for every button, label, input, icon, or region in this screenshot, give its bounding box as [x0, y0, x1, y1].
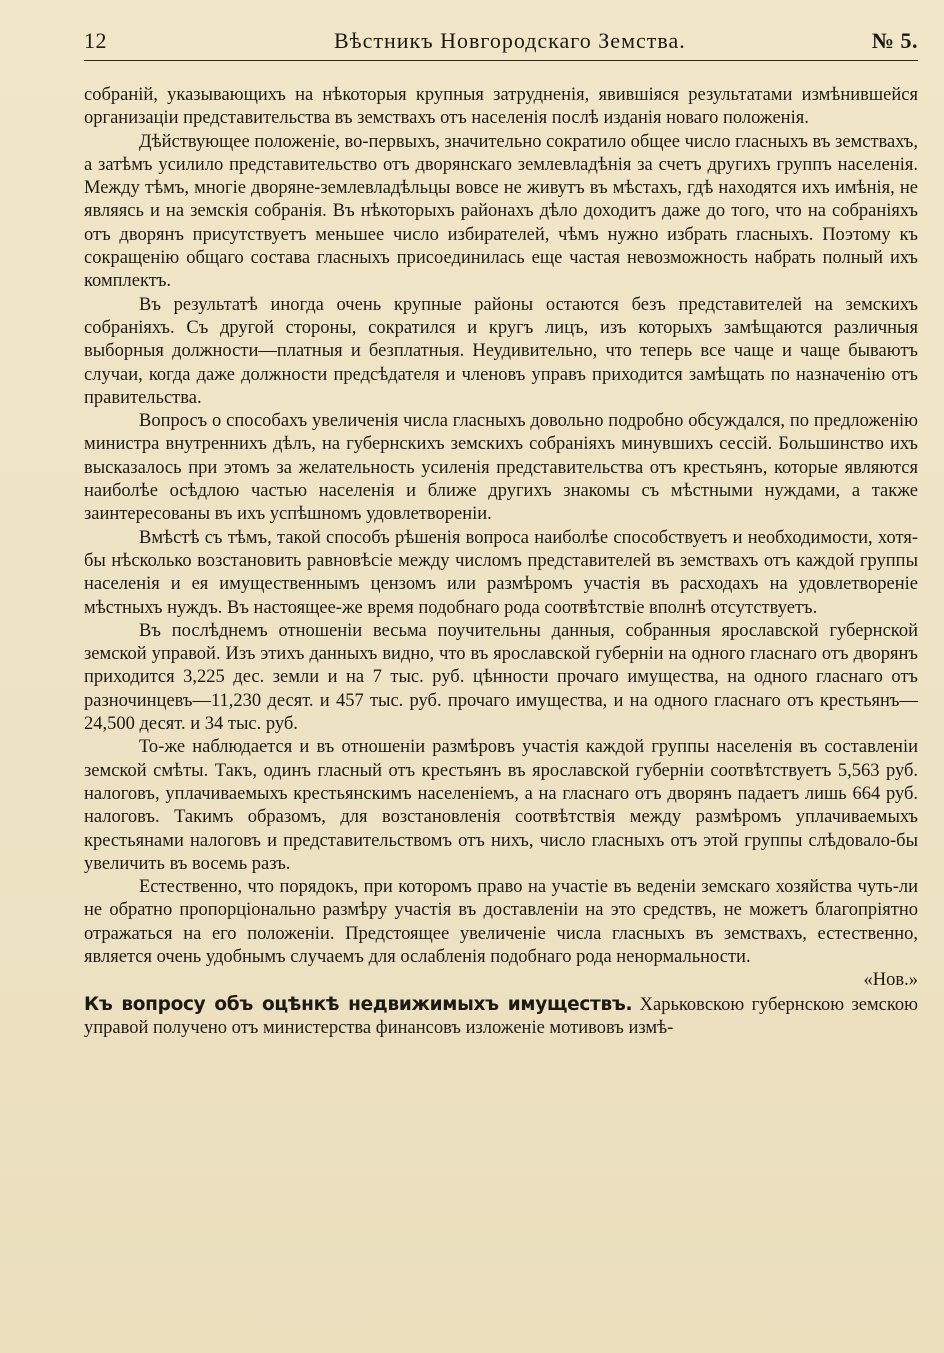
next-article — [84, 993, 918, 1041]
article-body — [84, 84, 918, 1040]
source-signature: «Нов.» — [863, 970, 918, 991]
journal-title: Вѣстникъ Новгородскаго Земства. — [334, 28, 686, 53]
article-text: Харьковскою губернскою земскою управой получено отъ министерства финансовъ изложеніе мотивовъ измѣ- — [84, 994, 919, 1038]
paragraph: Вмѣстѣ съ тѣмъ, такой способъ рѣшенія вопроса наиболѣе способствуетъ и необходимости, хотя-бы нѣсколько возстановить равновѣсіе между числомъ представителей въ земствахъ отъ каждой группы населенія и ея имущественнымъ цензомъ или размѣромъ участія въ расходахъ на удовлетвореніе мѣстныхъ нуждъ. Въ настоящее-же время подобнаго рода соотвѣтствіе вполнѣ отсутствуетъ. — [84, 527, 918, 618]
paragraph: собраній, указывающихъ на нѣкоторыя крупныя затрудненія, явившіяся результатами измѣнившейся организаціи представительства въ земствахъ отъ населенія послѣ изданія новаго положенія. — [84, 85, 918, 129]
paragraph: Въ послѣднемъ отношеніи весьма поучительны данныя, собранныя ярославской губернской земской управой. Изъ этихъ данныхъ видно, что въ ярославской губерніи на одного гласнаго отъ дворянъ приходится 3,225 дес. земли и на 7 тыс. руб. цѣнности прочаго имущества, на одного гласнаго отъ разночинцевъ—11,230 десят. и 457 тыс. руб. прочаго имущества, и на одного гласнаго отъ крестьянъ—24,500 десят. и 34 тыс. руб. — [84, 620, 918, 735]
paragraph: Вопросъ о способахъ увеличенія числа гласныхъ довольно подробно обсуждался, по предложенію министра внутреннихъ дѣлъ, на губернскихъ земскихъ собраніяхъ минувшихъ сессій. Большинство ихъ высказалось при этомъ за желательность усиленія представительства отъ крестьянъ, которые являются наиболѣе осѣдлою частью населенія и ближе другихъ знакомы съ мѣстными нуждами, а также заинтересованы въ ихъ успѣшномъ удовлетвореніи. — [84, 411, 918, 525]
paragraph: Естественно, что порядокъ, при которомъ право на участіе въ веденіи земскаго хозяйства чуть-ли не обратно пропорціонально размѣру участія въ доставленіи на это средствъ, не можетъ благопріятно отражаться на его положеніи. Предстоящее увеличеніе числа гласныхъ въ земствахъ, естественно, является очень удобнымъ случаемъ для ослабленія подобнаго рода ненормальности. — [84, 877, 918, 967]
header-rule — [84, 60, 918, 61]
article-heading: Къ вопросу объ оцѣнкѣ недвижимыхъ имуществъ. — [84, 993, 633, 1015]
running-header — [84, 28, 918, 54]
page-number: 12 — [84, 28, 107, 53]
paragraph: То-же наблюдается и въ отношеніи размѣровъ участія каждой группы населенія въ составленіи земской смѣты. Такъ, одинъ гласный отъ крестьянъ въ ярославской губерніи соотвѣтствуетъ 5,563 руб. налоговъ, уплачиваемыхъ крестьянскимъ населеніемъ, а на гласнаго отъ дворянъ падаетъ лишь 664 руб. налоговъ. Такимъ образомъ, для возстановленія соотвѣтствія между размѣромъ уплачиваемыхъ крестьянами налоговъ и представительствомъ отъ нихъ, число гласныхъ отъ этой группы слѣдовало-бы увеличить въ восемь разъ. — [84, 737, 918, 874]
paragraph: Дѣйствующее положеніе, во-первыхъ, значительно сократило общее число гласныхъ въ земствахъ, а затѣмъ усилило представительство отъ дворянскаго землевладѣнія за счетъ другихъ группъ населенія. Между тѣмъ, многіе дворяне-землевладѣльцы вовсе не живутъ въ мѣстахъ, гдѣ находятся ихъ имѣнія, не являясь и на земскія собранія. Въ нѣкоторыхъ районахъ дѣло доходитъ даже до того, что на собраніяхъ отъ дворянъ присутствуетъ меньшее число избирателей, чѣмъ нужно избрать гласныхъ. Поэтому къ сокращенію общаго состава гласныхъ присоединилась еще частая невозможность набрать полный ихъ комплектъ. — [84, 131, 918, 292]
paragraph: Въ результатѣ иногда очень крупные районы остаются безъ представителей на земскихъ собраніяхъ. Съ другой стороны, сократился и кругъ лицъ, изъ которыхъ замѣщаются различныя выборныя должности—платныя и безплатныя. Неудивительно, что теперь все чаще и чаще бываютъ случаи, когда даже должности предсѣдателя и членовъ управъ приходится замѣщать по назначенію отъ правительства. — [84, 294, 918, 408]
issue-number: № 5. — [871, 28, 918, 53]
